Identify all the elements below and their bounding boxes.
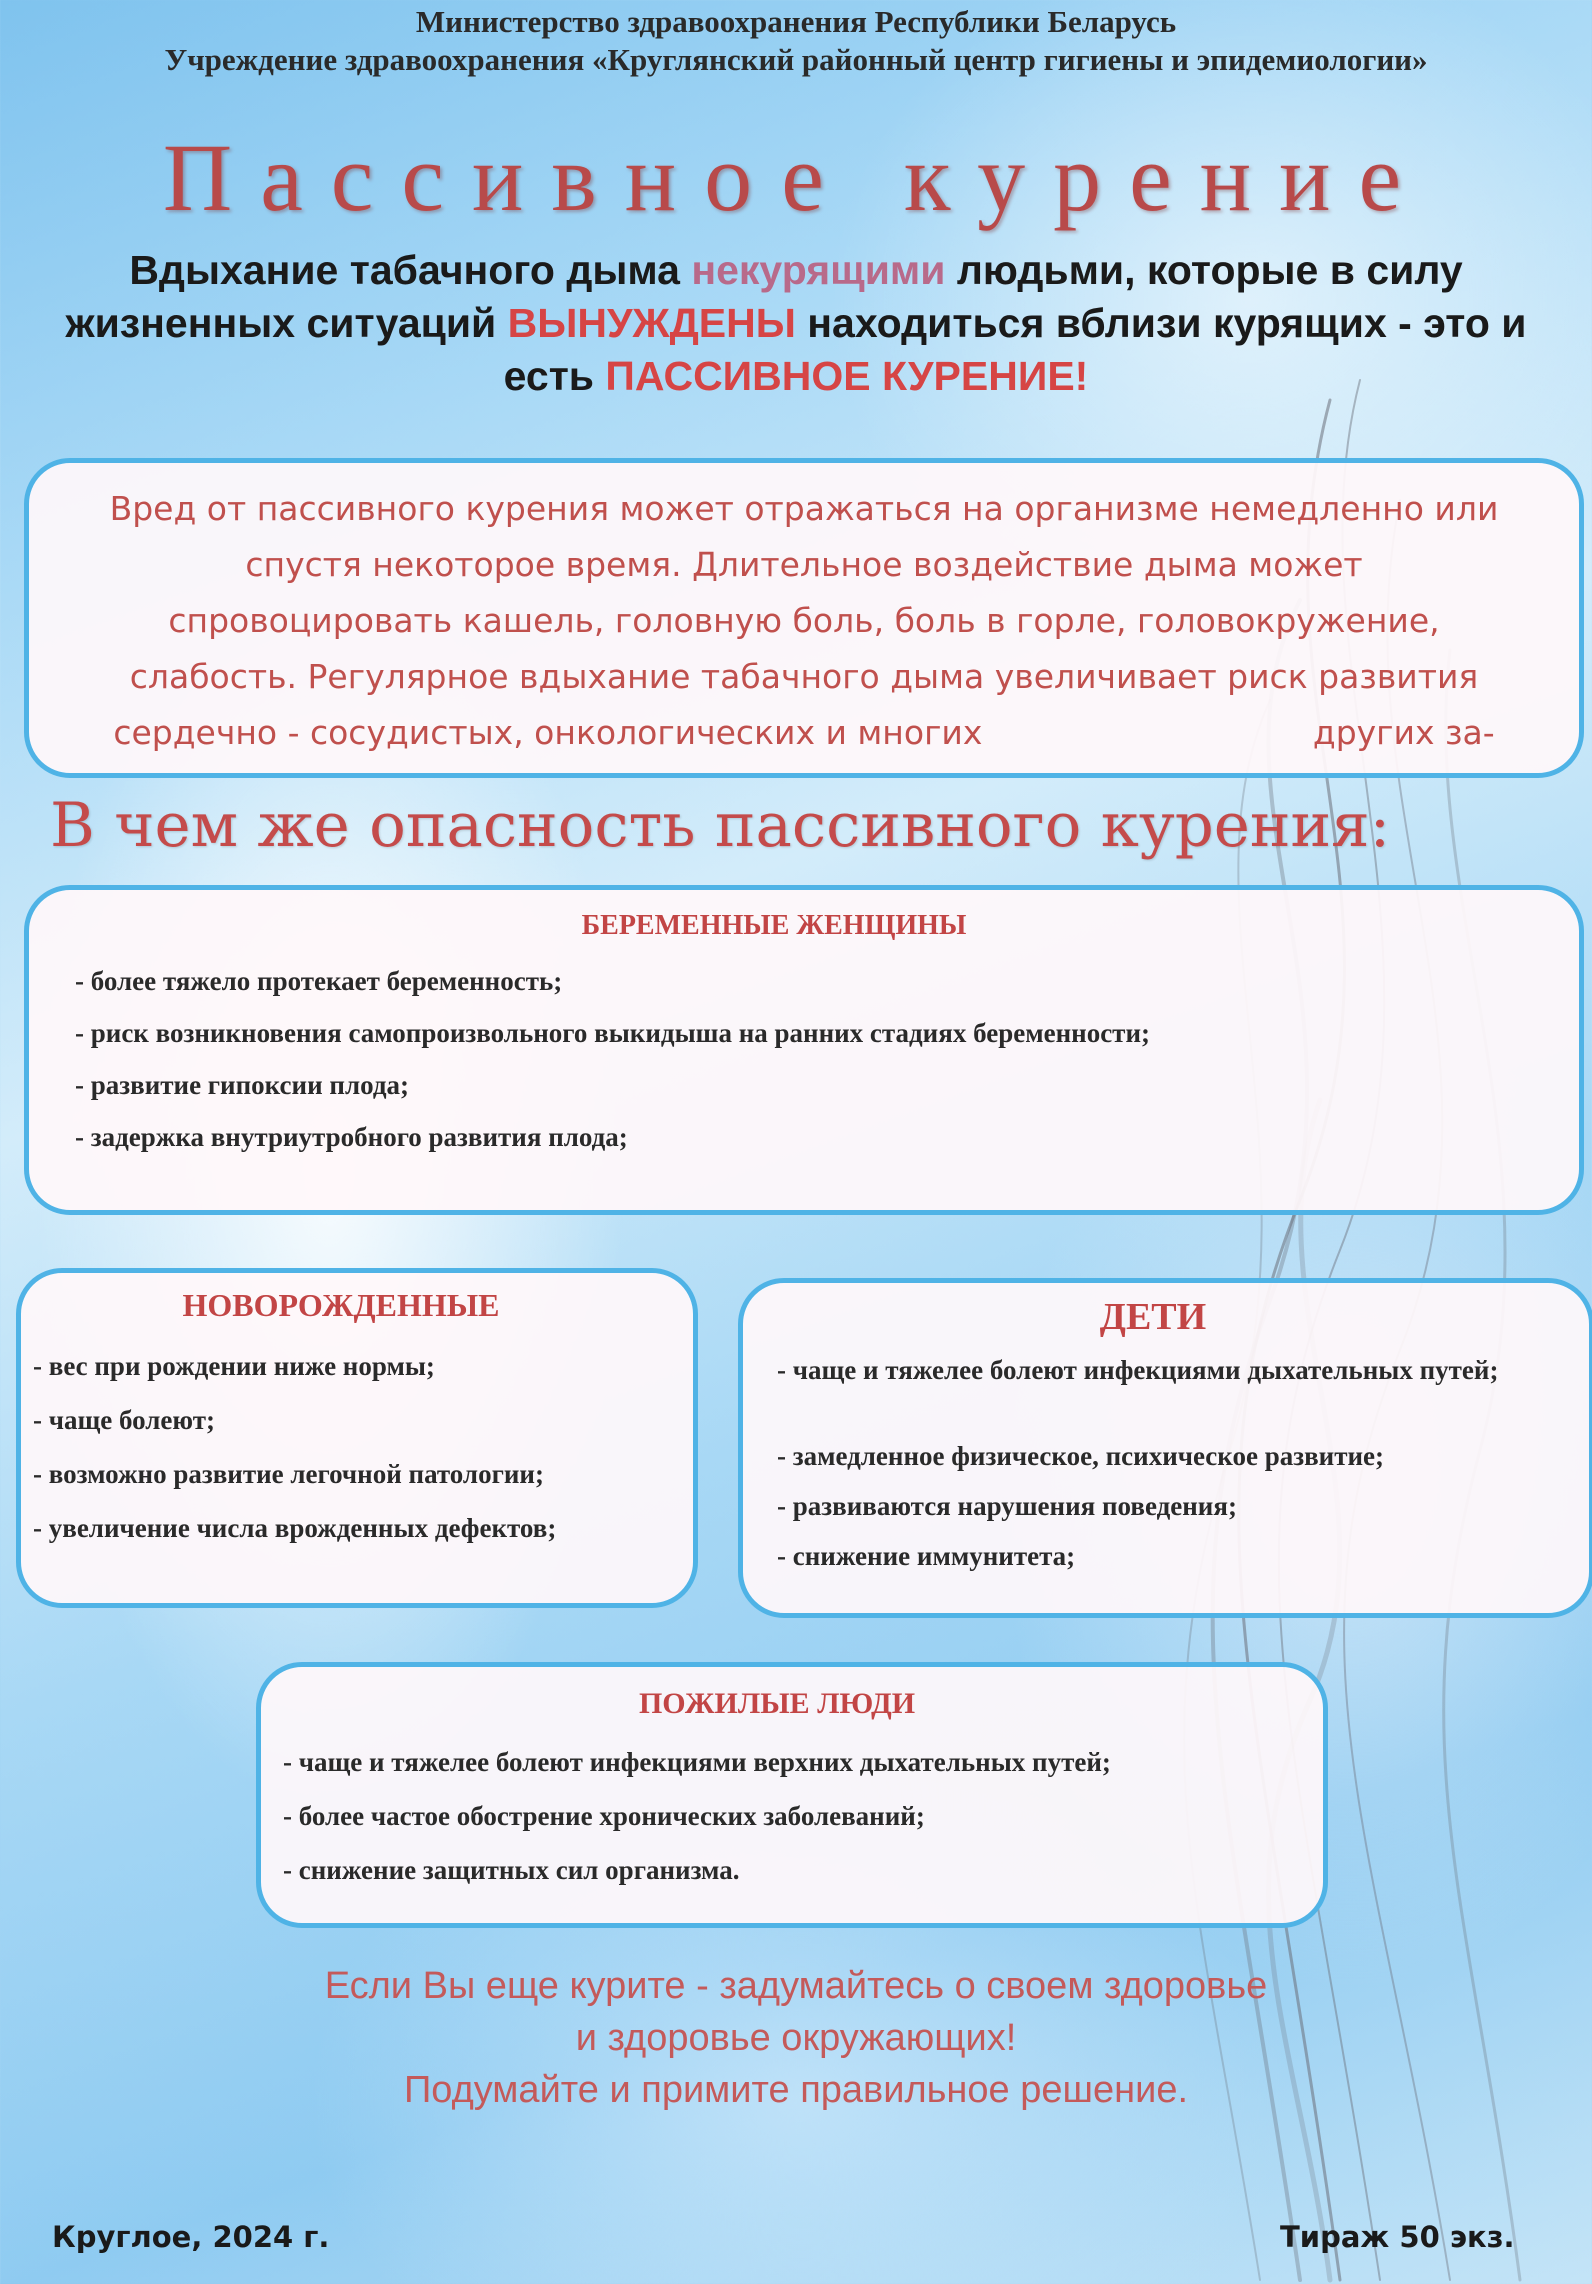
- section-title: НОВОРОЖДЕННЫЕ: [182, 1287, 500, 1323]
- pregnant-women-box: [24, 885, 1584, 1215]
- elderly-box: [256, 1662, 1328, 1928]
- list-item: - возможно развитие легочной патологии;: [33, 1459, 544, 1489]
- list-item: - чаще болеют;: [33, 1405, 215, 1435]
- closing-line: и здоровье окружающих!: [575, 2017, 1017, 2059]
- list-item: - развиваются нарушения поведения;: [777, 1491, 1237, 1521]
- list-item: - риск возникновения самопроизвольного выкидыша на ранних стадиях беременности;: [75, 1018, 1150, 1048]
- definition-highlight-2: ВЫНУЖДЕНЫ: [507, 300, 796, 346]
- list-item: - развитие гипоксии плода;: [75, 1070, 409, 1100]
- list-item: - вес при рождении ниже нормы;: [33, 1351, 435, 1381]
- definition-highlight-1: некурящими: [691, 247, 946, 293]
- newborns-box: [16, 1268, 698, 1608]
- harm-line-part: других за-: [1312, 713, 1495, 752]
- list-item: - задержка внутриутробного развития плода;: [75, 1122, 628, 1152]
- section-title: БЕРЕМЕННЫЕ ЖЕНЩИНЫ: [581, 910, 967, 941]
- definition-part-1: Вдыхание табачного дыма: [129, 247, 692, 293]
- definition-text: [30, 244, 1562, 403]
- definition-part-3: находиться вблизи курящих - это и есть: [503, 300, 1527, 399]
- list-item: - чаще и тяжелее болеют инфекциями верхних дыхательных путей;: [283, 1747, 1111, 1777]
- list-item: - более тяжело протекает беременность;: [75, 966, 563, 996]
- list-item: - чаще и тяжелее болеют инфекциями дыхательных путей;: [777, 1355, 1499, 1385]
- definition-part-2: людьми, которые в силу жизненных ситуаций: [65, 247, 1463, 346]
- harm-line: спустя некоторое время. Длительное воздействие дыма может: [245, 545, 1363, 584]
- harm-line: [49, 705, 1559, 761]
- list-item: - увеличение числа врожденных дефектов;: [33, 1513, 557, 1543]
- closing-line: Подумайте и примите правильное решение.: [403, 2069, 1189, 2111]
- list-item: - снижение иммунитета;: [777, 1541, 1076, 1571]
- page-title: Пассивное курение: [162, 124, 1430, 231]
- harm-line: слабость. Регулярное вдыхание табачного дыма увеличивает риск развития: [129, 657, 1479, 696]
- harm-line: Вред от пассивного курения может отражаться на организме немедленно или: [109, 489, 1499, 528]
- harm-text: [49, 481, 1559, 761]
- section-title: ДЕТИ: [1099, 1296, 1207, 1338]
- ministry-heading: Министерство здравоохранения Республики Беларусь: [415, 4, 1177, 39]
- closing-line: Если Вы еще курите - задумайтесь о своем здоровье: [324, 1965, 1268, 2007]
- section-title: ПОЖИЛЫЕ ЛЮДИ: [638, 1687, 916, 1720]
- footer-print-run: Тираж 50 экз.: [1280, 2220, 1515, 2254]
- list-item: - более частое обострение хронических заболеваний;: [283, 1801, 925, 1831]
- harm-box: [24, 458, 1584, 778]
- list-item: - замедленное физическое, психическое развитие;: [777, 1441, 1385, 1471]
- children-box: [738, 1278, 1592, 1618]
- closing-message: [0, 1960, 1592, 2116]
- definition-highlight-3: ПАССИВНОЕ КУРЕНИЕ!: [605, 353, 1089, 399]
- danger-heading: В чем же опасность пассивного курения:: [50, 790, 1391, 861]
- institution-heading: Учреждение здравоохранения «Круглянский районный центр гигиены и эпидемиологии»: [164, 42, 1428, 77]
- footer-place-year: Круглое, 2024 г.: [52, 2220, 330, 2254]
- list-item: - снижение защитных сил организма.: [283, 1855, 740, 1885]
- harm-line: спровоцировать кашель, головную боль, боль в горле, головокружение,: [168, 601, 1440, 640]
- harm-line-part: сердечно - сосудистых, онкологических и многих: [113, 713, 983, 752]
